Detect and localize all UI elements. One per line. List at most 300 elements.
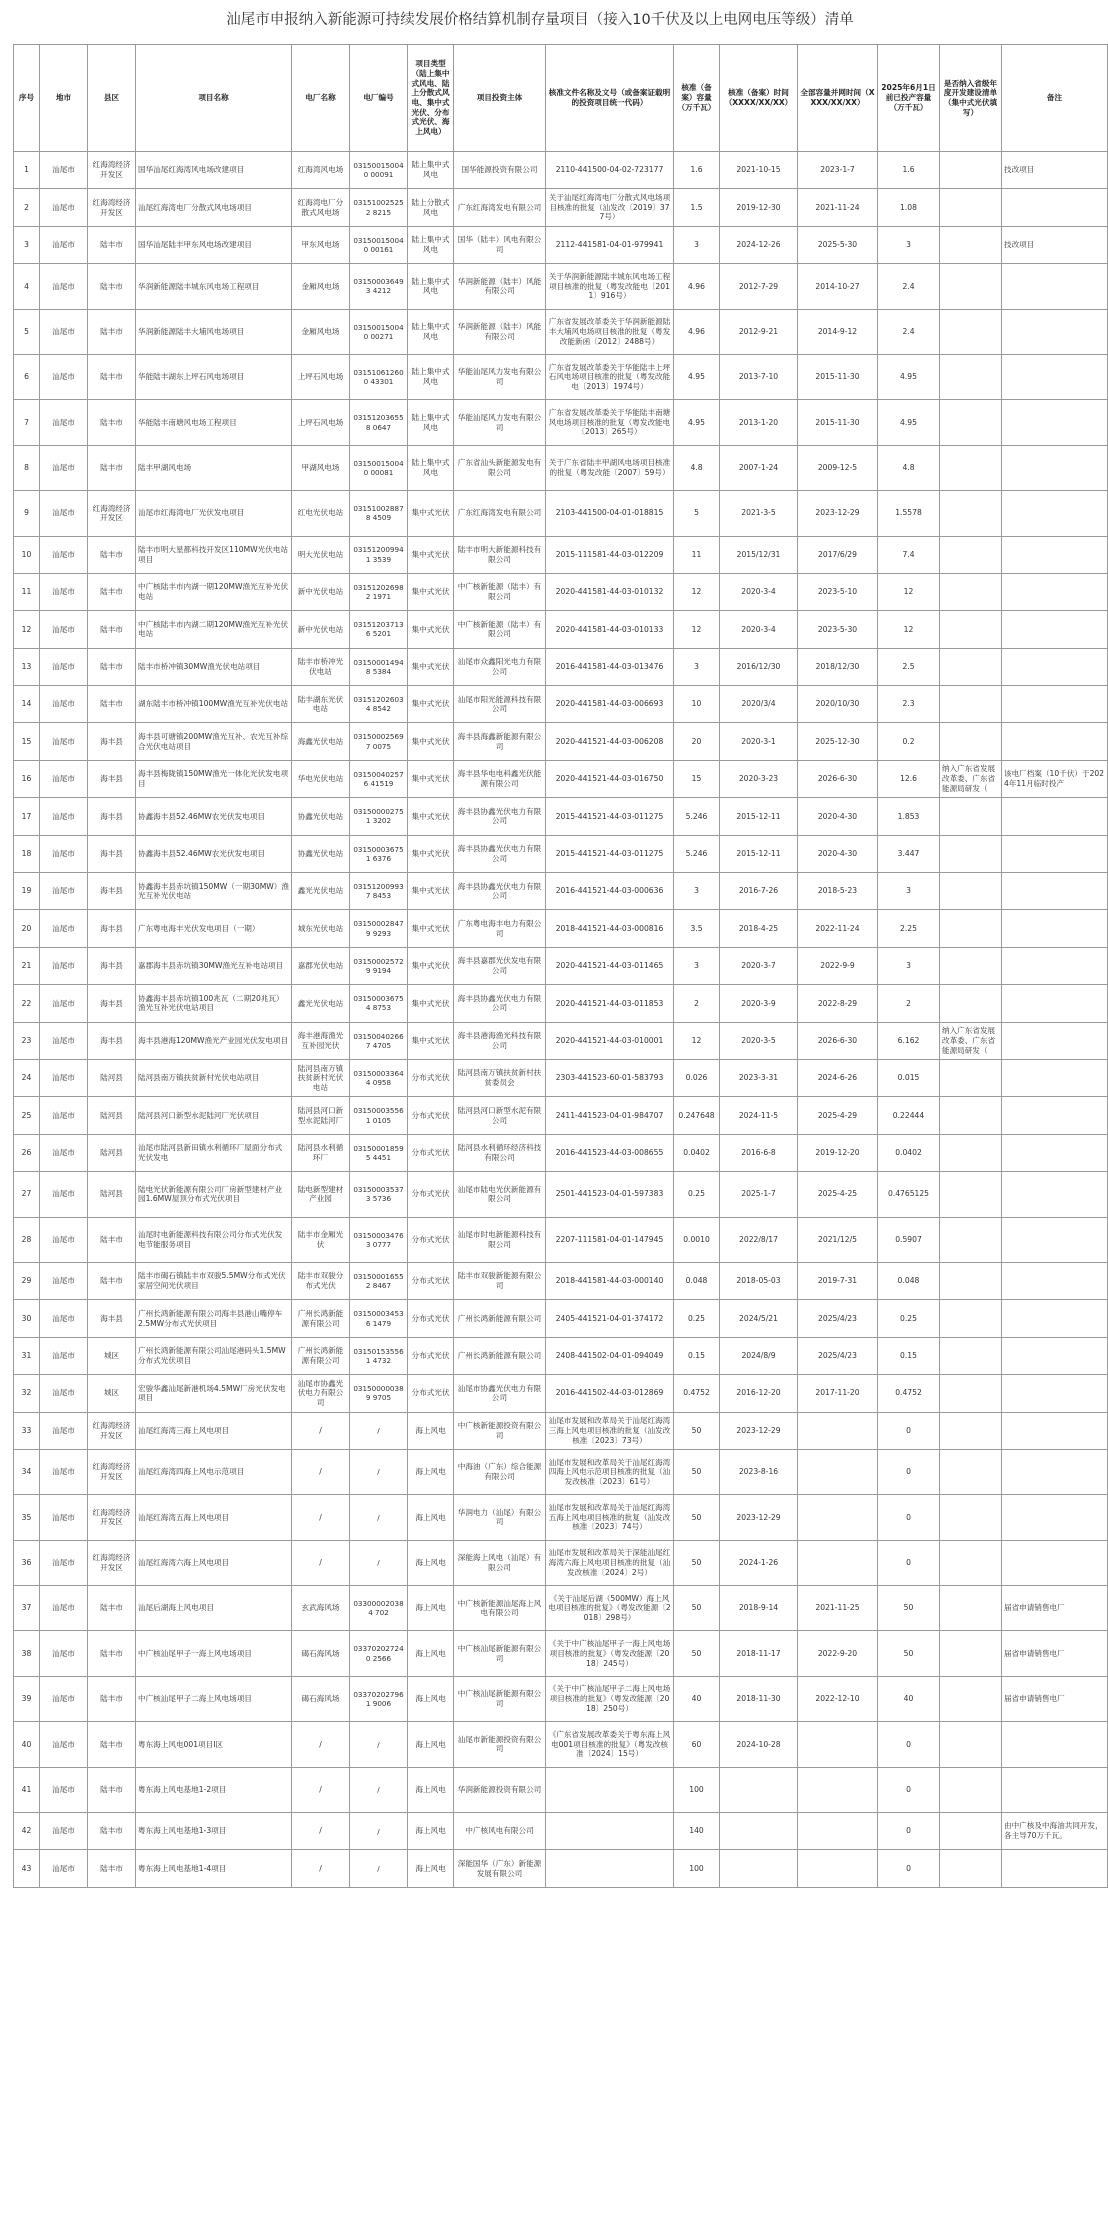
cell-project-name: 华润新能源陆丰大埔风电场项目	[136, 309, 292, 354]
table-row	[14, 1850, 1108, 1887]
cell-project-name: 汕尾市陆河县新田镇水利循环厂屋面分布式光伏发电	[136, 1134, 292, 1171]
cell-installed-capacity: 0.22444	[878, 1097, 940, 1134]
cell-plant-code: 031512037136 5201	[350, 611, 408, 648]
cell-project-name: 中广核汕尾甲子二海上风电场项目	[136, 1676, 292, 1721]
cell-plant-code: /	[350, 1722, 408, 1767]
cell-remarks	[1002, 1412, 1108, 1449]
cell-project-type: 海上风电	[408, 1813, 454, 1850]
table-row	[14, 1300, 1108, 1337]
cell-city: 汕尾市	[40, 1586, 88, 1631]
cell-index: 29	[14, 1262, 40, 1299]
cell-plant-code: /	[350, 1850, 408, 1887]
cell-annual-list	[940, 152, 1002, 189]
cell-plant-code: 031500002751 3202	[350, 798, 408, 835]
cell-approval-doc: 2016-441581-44-03-013476	[546, 648, 674, 685]
cell-index: 13	[14, 648, 40, 685]
cell-installed-capacity: 0	[878, 1449, 940, 1494]
cell-index: 25	[14, 1097, 40, 1134]
cell-project-name: 汕尾后湖海上风电项目	[136, 1586, 292, 1631]
cell-approval-doc: 2020-441521-44-03-010001	[546, 1022, 674, 1059]
cell-plant-name: 陆电新型建材产业园	[292, 1172, 350, 1217]
cell-approval-doc	[546, 1850, 674, 1887]
cell-approval-doc: 2112-441581-04-01-979941	[546, 226, 674, 263]
cell-investor: 广东红海湾发电有限公司	[454, 491, 546, 536]
table-header-row	[14, 45, 1108, 152]
cell-plant-name: 陆丰市双骏分布式光伏	[292, 1262, 350, 1299]
cell-grid-time: 2022-11-24	[798, 910, 878, 947]
cell-grid-time	[798, 1540, 878, 1585]
table-row	[14, 152, 1108, 189]
cell-grid-time: 2017/6/29	[798, 536, 878, 573]
cell-plant-name: 鑫光光伏电站	[292, 873, 350, 910]
cell-project-name: 中广核陆丰市内湖一期120MW渔光互补光伏电站	[136, 573, 292, 610]
cell-plant-name: 协鑫光伏电站	[292, 835, 350, 872]
cell-city: 汕尾市	[40, 400, 88, 445]
cell-plant-name: 甲东风电场	[292, 226, 350, 263]
header-city: 地市	[40, 45, 88, 152]
cell-installed-capacity: 3.447	[878, 835, 940, 872]
cell-city: 汕尾市	[40, 873, 88, 910]
cell-city: 汕尾市	[40, 1172, 88, 1217]
cell-city: 汕尾市	[40, 760, 88, 797]
cell-project-name: 海丰县可塘镇200MW渔光互补、农光互补综合光伏电站项目	[136, 723, 292, 760]
header-plant-code: 电厂编号	[350, 45, 408, 152]
cell-project-type: 分布式光伏	[408, 1300, 454, 1337]
cell-project-name: 粤东海上风电基地1-4项目	[136, 1850, 292, 1887]
cell-plant-code: 031500035561 0105	[350, 1097, 408, 1134]
cell-city: 汕尾市	[40, 1767, 88, 1812]
table-row	[14, 1172, 1108, 1217]
cell-installed-capacity: 1.5578	[878, 491, 940, 536]
cell-county: 陆丰市	[88, 1262, 136, 1299]
cell-index: 9	[14, 491, 40, 536]
cell-plant-code: 031510612600 43301	[350, 354, 408, 399]
cell-plant-code: 031500402576 41519	[350, 760, 408, 797]
cell-grid-time: 2014-9-12	[798, 309, 878, 354]
cell-investor: 汕尾市时电新能源科技有限公司	[454, 1217, 546, 1262]
cell-capacity: 50	[674, 1412, 720, 1449]
cell-grid-time: 2009-12-5	[798, 445, 878, 490]
cell-annual-list	[940, 1262, 1002, 1299]
cell-city: 汕尾市	[40, 264, 88, 309]
cell-investor: 华能汕尾风力发电有限公司	[454, 354, 546, 399]
cell-city: 汕尾市	[40, 686, 88, 723]
cell-index: 27	[14, 1172, 40, 1217]
cell-installed-capacity: 0.25	[878, 1300, 940, 1337]
cell-plant-name: 陆丰市金厢光伏	[292, 1217, 350, 1262]
cell-city: 汕尾市	[40, 445, 88, 490]
cell-approval-doc: 2015-441521-44-03-011275	[546, 835, 674, 872]
cell-project-type: 海上风电	[408, 1850, 454, 1887]
cell-project-name: 汕尾红海湾四海上风电示范项目	[136, 1449, 292, 1494]
cell-plant-name: /	[292, 1722, 350, 1767]
cell-grid-time: 2022-8-29	[798, 985, 878, 1022]
cell-index: 41	[14, 1767, 40, 1812]
cell-remarks	[1002, 1172, 1108, 1217]
cell-annual-list	[940, 1059, 1002, 1096]
header-approval-time: 核准（备案）时间（XXXX/XX/XX）	[720, 45, 798, 152]
cell-county: 陆丰市	[88, 536, 136, 573]
cell-investor: 陆丰市双骏新能源有限公司	[454, 1262, 546, 1299]
cell-project-type: 分布式光伏	[408, 1172, 454, 1217]
cell-approval-time	[720, 1767, 798, 1812]
cell-plant-code: /	[350, 1540, 408, 1585]
cell-investor: 广州长鸿新能源有限公司	[454, 1300, 546, 1337]
cell-city: 汕尾市	[40, 835, 88, 872]
cell-approval-time: 2023-12-29	[720, 1495, 798, 1540]
cell-project-type: 海上风电	[408, 1412, 454, 1449]
cell-investor: 国华能源投资有限公司	[454, 152, 546, 189]
cell-county: 陆丰市	[88, 445, 136, 490]
cell-county: 海丰县	[88, 910, 136, 947]
cell-project-name: 协鑫海丰县52.46MW农光伏发电项目	[136, 835, 292, 872]
cell-annual-list	[940, 536, 1002, 573]
cell-project-name: 广州长鸿新能源有限公司海丰县港山嘴停车2.5MW分布式光伏项目	[136, 1300, 292, 1337]
cell-approval-time: 2020-3-4	[720, 573, 798, 610]
cell-investor: 华润新能源投资有限公司	[454, 1767, 546, 1812]
cell-installed-capacity: 3	[878, 873, 940, 910]
cell-remarks	[1002, 536, 1108, 573]
cell-project-type: 海上风电	[408, 1495, 454, 1540]
cell-grid-time: 2026-6-30	[798, 1022, 878, 1059]
cell-investor: 陆河县南万镇扶贫新村扶贫委员会	[454, 1059, 546, 1096]
cell-plant-name: 上坪石风电场	[292, 400, 350, 445]
cell-city: 汕尾市	[40, 1449, 88, 1494]
cell-approval-doc: 2411-441523-04-01-984707	[546, 1097, 674, 1134]
cell-index: 12	[14, 611, 40, 648]
table-row	[14, 1586, 1108, 1631]
cell-installed-capacity: 0	[878, 1850, 940, 1887]
cell-grid-time: 2025-4-29	[798, 1097, 878, 1134]
cell-index: 5	[14, 309, 40, 354]
cell-plant-name: 金厢风电场	[292, 264, 350, 309]
cell-project-type: 集中式光伏	[408, 536, 454, 573]
cell-index: 24	[14, 1059, 40, 1096]
cell-remarks: 该电厂档案（10千伏）于2024年11月临时投产	[1002, 760, 1108, 797]
cell-capacity: 2	[674, 985, 720, 1022]
cell-annual-list	[940, 226, 1002, 263]
cell-index: 15	[14, 723, 40, 760]
cell-index: 16	[14, 760, 40, 797]
cell-annual-list	[940, 611, 1002, 648]
cell-plant-code: /	[350, 1813, 408, 1850]
cell-installed-capacity: 50	[878, 1631, 940, 1676]
cell-grid-time: 2022-9-9	[798, 947, 878, 984]
cell-county: 海丰县	[88, 835, 136, 872]
cell-investor: 陆丰市明大新能源科技有限公司	[454, 536, 546, 573]
cell-plant-name: 汕尾市协鑫光伏电力有限公司	[292, 1375, 350, 1412]
cell-grid-time	[798, 1495, 878, 1540]
cell-annual-list	[940, 400, 1002, 445]
cell-approval-time: 2023-3-31	[720, 1059, 798, 1096]
cell-project-type: 集中式光伏	[408, 723, 454, 760]
cell-installed-capacity: 2.4	[878, 264, 940, 309]
cell-capacity: 5.246	[674, 835, 720, 872]
cell-index: 38	[14, 1631, 40, 1676]
cell-capacity: 3	[674, 947, 720, 984]
cell-index: 40	[14, 1722, 40, 1767]
cell-approval-doc: 2020-441521-44-03-016750	[546, 760, 674, 797]
cell-plant-code: 031510028878 4509	[350, 491, 408, 536]
cell-installed-capacity: 6.162	[878, 1022, 940, 1059]
cell-project-type: 集中式光伏	[408, 491, 454, 536]
cell-project-type: 陆上集中式风电	[408, 445, 454, 490]
cell-project-type: 海上风电	[408, 1586, 454, 1631]
cell-approval-time: 2015-12-11	[720, 835, 798, 872]
cell-approval-doc	[546, 1813, 674, 1850]
cell-remarks	[1002, 1850, 1108, 1887]
table-row	[14, 1722, 1108, 1767]
cell-capacity: 1.6	[674, 152, 720, 189]
cell-project-name: 广州长鸿新能源有限公司汕尾港码头1.5MW分布式光伏项目	[136, 1337, 292, 1374]
cell-capacity: 4.8	[674, 445, 720, 490]
table-row	[14, 835, 1108, 872]
cell-grid-time: 2023-1-7	[798, 152, 878, 189]
cell-installed-capacity: 2.3	[878, 686, 940, 723]
table-row	[14, 1676, 1108, 1721]
cell-installed-capacity: 1.6	[878, 152, 940, 189]
cell-approval-doc: 2016-441502-44-03-012869	[546, 1375, 674, 1412]
cell-annual-list: 纳入广东省发展改革委、广东省能源局研发（	[940, 1022, 1002, 1059]
cell-grid-time: 2025-4-25	[798, 1172, 878, 1217]
cell-plant-code: /	[350, 1449, 408, 1494]
cell-plant-name: 明大光伏电站	[292, 536, 350, 573]
cell-approval-time: 2020-3-4	[720, 611, 798, 648]
cell-city: 汕尾市	[40, 723, 88, 760]
cell-installed-capacity: 2.4	[878, 309, 940, 354]
cell-city: 汕尾市	[40, 536, 88, 573]
cell-approval-doc: 关于广东省陆丰甲湖风电场项目核准的批复（粤发改能〔2007〕59号）	[546, 445, 674, 490]
cell-installed-capacity: 4.95	[878, 400, 940, 445]
cell-approval-time: 2013-1-20	[720, 400, 798, 445]
cell-grid-time: 2019-7-31	[798, 1262, 878, 1299]
cell-annual-list	[940, 1813, 1002, 1850]
table-row	[14, 189, 1108, 226]
cell-county: 陆丰市	[88, 573, 136, 610]
cell-plant-code: 031500150040 00081	[350, 445, 408, 490]
cell-installed-capacity: 0.5907	[878, 1217, 940, 1262]
cell-plant-name: 新中光伏电站	[292, 611, 350, 648]
cell-installed-capacity: 0	[878, 1540, 940, 1585]
cell-approval-doc: 汕尾市发展和改革局关于汕尾红海湾三海上风电项目核准的批复（汕发改核准〔2023〕73号）	[546, 1412, 674, 1449]
cell-project-type: 陆上集中式风电	[408, 400, 454, 445]
cell-plant-code: 031500035373 5736	[350, 1172, 408, 1217]
cell-index: 35	[14, 1495, 40, 1540]
cell-investor: 汕尾市陆电光伏新能源有限公司	[454, 1172, 546, 1217]
cell-approval-doc: 汕尾市发展和改革局关于汕尾红海湾四海上风电示范项目核准的批复（汕发改核准〔2023〕61号）	[546, 1449, 674, 1494]
cell-index: 31	[14, 1337, 40, 1374]
cell-capacity: 0.048	[674, 1262, 720, 1299]
cell-approval-time: 2024/5/21	[720, 1300, 798, 1337]
cell-remarks	[1002, 1540, 1108, 1585]
cell-annual-list	[940, 1172, 1002, 1217]
cell-plant-code: 033702027961 9006	[350, 1676, 408, 1721]
cell-grid-time: 2023-12-29	[798, 491, 878, 536]
cell-plant-code: 031512009937 8453	[350, 873, 408, 910]
cell-capacity: 10	[674, 686, 720, 723]
cell-grid-time: 2020-4-30	[798, 798, 878, 835]
cell-installed-capacity: 0	[878, 1767, 940, 1812]
cell-city: 汕尾市	[40, 1375, 88, 1412]
cell-project-type: 陆上集中式风电	[408, 152, 454, 189]
cell-grid-time: 2020/10/30	[798, 686, 878, 723]
cell-county: 红海湾经济开发区	[88, 491, 136, 536]
cell-approval-doc	[546, 1767, 674, 1812]
table-row	[14, 1375, 1108, 1412]
cell-index: 39	[14, 1676, 40, 1721]
cell-approval-doc: 2501-441523-04-01-597383	[546, 1172, 674, 1217]
cell-remarks: 技改项目	[1002, 226, 1108, 263]
cell-project-name: 国华汕尾陆丰甲东风电场改建项目	[136, 226, 292, 263]
cell-annual-list	[940, 1412, 1002, 1449]
cell-approval-doc: 2018-441521-44-03-000816	[546, 910, 674, 947]
cell-approval-doc: 汕尾市发展和改革局关于深能汕尾红海湾六海上风电项目核准的批复（汕发改核准〔2024〕2号）	[546, 1540, 674, 1585]
cell-plant-name: 碣石海风场	[292, 1676, 350, 1721]
cell-county: 陆河县	[88, 1097, 136, 1134]
cell-project-type: 集中式光伏	[408, 648, 454, 685]
header-installed-capacity: 2025年6月1日前已投产容量（万千瓦）	[878, 45, 940, 152]
cell-investor: 国华（陆丰）风电有限公司	[454, 226, 546, 263]
cell-project-name: 汕尾市红海湾电厂光伏发电项目	[136, 491, 292, 536]
cell-plant-name: /	[292, 1449, 350, 1494]
table-row	[14, 611, 1108, 648]
cell-investor: 中广核新能源（陆丰）有限公司	[454, 573, 546, 610]
cell-investor: 中广核汕尾新能源有限公司	[454, 1631, 546, 1676]
cell-grid-time: 2017-11-20	[798, 1375, 878, 1412]
cell-grid-time: 2023-5-10	[798, 573, 878, 610]
cell-city: 汕尾市	[40, 1540, 88, 1585]
cell-investor: 中广核新能源投资有限公司	[454, 1412, 546, 1449]
cell-city: 汕尾市	[40, 1337, 88, 1374]
cell-investor: 华润新能源（陆丰）风能有限公司	[454, 264, 546, 309]
cell-index: 3	[14, 226, 40, 263]
cell-annual-list	[940, 1375, 1002, 1412]
cell-project-type: 陆上集中式风电	[408, 226, 454, 263]
cell-investor: 广州长鸿新能源有限公司	[454, 1337, 546, 1374]
cell-investor: 海丰县嘉郡光伏发电有限公司	[454, 947, 546, 984]
cell-installed-capacity: 12	[878, 573, 940, 610]
cell-annual-list	[940, 1300, 1002, 1337]
cell-annual-list	[940, 491, 1002, 536]
cell-county: 陆丰市	[88, 264, 136, 309]
cell-installed-capacity: 2.5	[878, 648, 940, 685]
cell-remarks	[1002, 1300, 1108, 1337]
cell-annual-list	[940, 1217, 1002, 1262]
cell-grid-time: 2025/4/23	[798, 1300, 878, 1337]
cell-approval-doc: 2020-441521-44-03-006208	[546, 723, 674, 760]
cell-installed-capacity: 0	[878, 1495, 940, 1540]
cell-project-name: 宏骏华鑫汕尾新港机场4.5MW厂房光伏发电项目	[136, 1375, 292, 1412]
cell-approval-time: 2018-05-03	[720, 1262, 798, 1299]
cell-city: 汕尾市	[40, 985, 88, 1022]
cell-grid-time	[798, 1850, 878, 1887]
cell-capacity: 0.026	[674, 1059, 720, 1096]
cell-county: 海丰县	[88, 1022, 136, 1059]
cell-project-name: 协鑫海丰县52.46MW农光伏发电项目	[136, 798, 292, 835]
cell-capacity: 12	[674, 573, 720, 610]
cell-investor: 汕尾市新能源投资有限公司	[454, 1722, 546, 1767]
cell-remarks	[1002, 1495, 1108, 1540]
cell-index: 19	[14, 873, 40, 910]
table-row	[14, 400, 1108, 445]
cell-approval-time: 2018-9-14	[720, 1586, 798, 1631]
cell-capacity: 50	[674, 1586, 720, 1631]
cell-remarks	[1002, 354, 1108, 399]
cell-plant-name: 玄武海风场	[292, 1586, 350, 1631]
cell-project-type: 海上风电	[408, 1449, 454, 1494]
cell-installed-capacity: 1.08	[878, 189, 940, 226]
cell-approval-doc: 2016-441523-44-03-008655	[546, 1134, 674, 1171]
cell-installed-capacity: 50	[878, 1586, 940, 1631]
cell-project-type: 海上风电	[408, 1722, 454, 1767]
cell-city: 汕尾市	[40, 189, 88, 226]
cell-project-name: 陆丰市明大星都科技开发区110MW光伏电站项目	[136, 536, 292, 573]
cell-county: 陆丰市	[88, 354, 136, 399]
cell-project-type: 集中式光伏	[408, 985, 454, 1022]
cell-annual-list	[940, 873, 1002, 910]
cell-index: 7	[14, 400, 40, 445]
table-row	[14, 1767, 1108, 1812]
cell-investor: 华能汕尾风力发电有限公司	[454, 400, 546, 445]
cell-approval-time: 2016-6-8	[720, 1134, 798, 1171]
cell-county: 陆丰市	[88, 686, 136, 723]
cell-annual-list	[940, 1449, 1002, 1494]
cell-project-type: 集中式光伏	[408, 760, 454, 797]
table-row	[14, 1097, 1108, 1134]
cell-approval-time: 2020-3-7	[720, 947, 798, 984]
header-plant-name: 电厂名称	[292, 45, 350, 152]
cell-remarks	[1002, 445, 1108, 490]
cell-project-type: 分布式光伏	[408, 1059, 454, 1096]
cell-investor: 华润电力（汕尾）有限公司	[454, 1495, 546, 1540]
cell-project-name: 华润新能源陆丰城东风电场工程项目	[136, 264, 292, 309]
cell-project-type: 分布式光伏	[408, 1097, 454, 1134]
cell-plant-code: 031500025697 0075	[350, 723, 408, 760]
cell-capacity: 0.0010	[674, 1217, 720, 1262]
cell-approval-time: 2018-4-25	[720, 910, 798, 947]
cell-project-type: 集中式光伏	[408, 947, 454, 984]
cell-city: 汕尾市	[40, 1676, 88, 1721]
cell-capacity: 12	[674, 611, 720, 648]
cell-project-name: 海丰县港海120MW渔光产业园光伏发电项目	[136, 1022, 292, 1059]
cell-capacity: 0.25	[674, 1172, 720, 1217]
cell-annual-list	[940, 985, 1002, 1022]
cell-remarks: 由中广核及中海油共同开发，各主导70万千瓦。	[1002, 1813, 1108, 1850]
cell-plant-code: 031500036493 4212	[350, 264, 408, 309]
cell-annual-list: 纳入广东省发展改革委、广东省能源局研发（	[940, 760, 1002, 797]
cell-approval-time: 2016/12/30	[720, 648, 798, 685]
cell-remarks	[1002, 611, 1108, 648]
cell-grid-time: 2021-11-25	[798, 1586, 878, 1631]
cell-investor: 海丰县协鑫光伏电力有限公司	[454, 985, 546, 1022]
cell-remarks	[1002, 1767, 1108, 1812]
cell-index: 37	[14, 1586, 40, 1631]
cell-approval-time: 2023-8-16	[720, 1449, 798, 1494]
cell-plant-code: 033000020384 702	[350, 1586, 408, 1631]
table-row	[14, 1337, 1108, 1374]
cell-project-name: 华能陆丰南塘风电场工程项目	[136, 400, 292, 445]
table-row	[14, 910, 1108, 947]
table-row	[14, 1495, 1108, 1540]
cell-county: 陆河县	[88, 1134, 136, 1171]
cell-index: 22	[14, 985, 40, 1022]
table-row	[14, 1217, 1108, 1262]
cell-capacity: 50	[674, 1631, 720, 1676]
cell-grid-time: 2023-5-30	[798, 611, 878, 648]
cell-plant-code: 031500034536 1479	[350, 1300, 408, 1337]
cell-annual-list	[940, 1495, 1002, 1540]
cell-approval-time: 2020-3-9	[720, 985, 798, 1022]
